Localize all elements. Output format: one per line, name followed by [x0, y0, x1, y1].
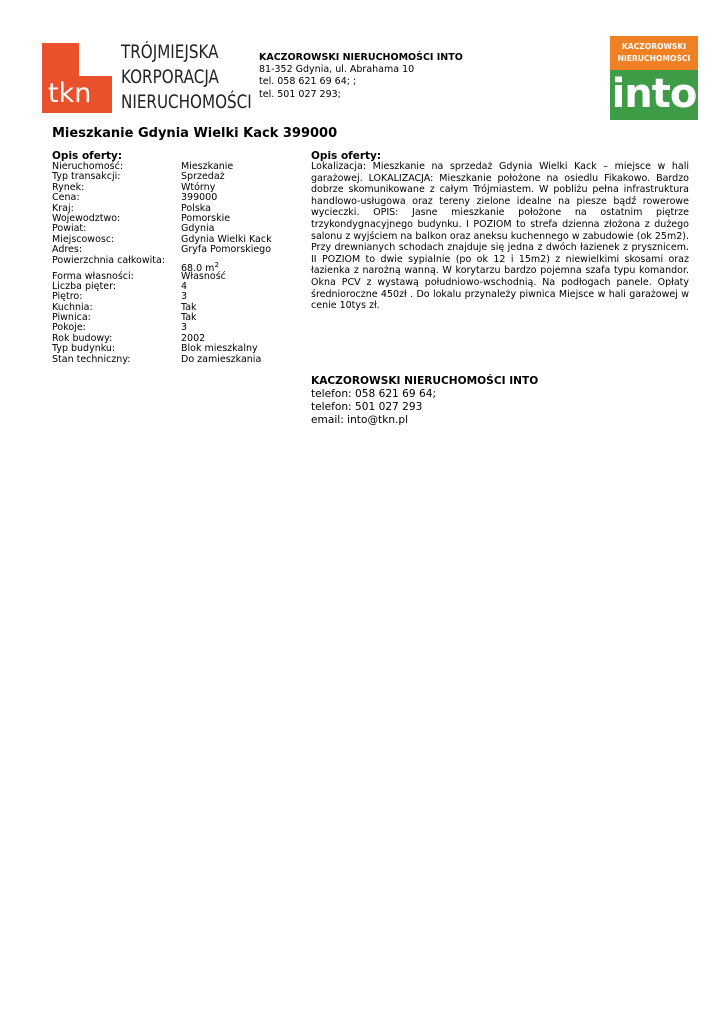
details-heading: Opis oferty: [52, 150, 123, 162]
tkn-name-line-1: TRÓJMIEJSKA [121, 42, 219, 63]
detail-label: Liczba pięter: [52, 280, 117, 292]
detail-value-text: Blok mieszkalny [181, 343, 258, 355]
detail-label: Powierzchnia całkowita: [52, 254, 165, 266]
detail-label: Kuchnia: [52, 301, 93, 313]
detail-value [181, 272, 226, 282]
detail-label: Typ budynku: [52, 343, 116, 355]
tkn-logo-mark: tkn [48, 78, 92, 109]
detail-value-text: Pomorskie [181, 212, 231, 224]
contact-block [311, 375, 538, 427]
detail-value-text: 4 [181, 280, 188, 292]
detail-label: Typ transakcji: [52, 171, 121, 183]
detail-value-text: Własność [181, 270, 226, 282]
description-text: Lokalizacja: Mieszkanie na sprzedaż Gdynia Wielki Kack – miejsce w hali garażowej. LOKALIZACJA: Mieszkanie położone na osiedlu Fikakowo. Bardzo dobrze skomunikowane z całym Trójmiastem. W pobliżu pełna infrastruktura handlowo-usługowa oraz tereny zielone idealne na piesze bądź rowerowe wycieczki. OPIS: Jasne mieszkanie położone na ostatnim piętrze trzykondygnacyjnego budynku. I POZIOM to strefa dzienna złożona z dużego salonu z wyjściem na balkon oraz aneksu kuchennego w zabudowie (ok 25m2). Przy drewnianych schodach znajduje się jedna z dwóch łazienek z prysznicem. II POZIOM to dwie sypialnie (po ok 12 i 15m2) z niewielkimi skosami oraz łazienka z narożną wanną. W korytarzu bardzo pojemna szafa typu komandor. Okna PCV z wystawą południowo-wschodnią. Na podłogach panele. Opłaty średnioroczne 450zł . Do lokalu przynależy piwnica Miejsce w hali garażowej w cenie 10tys zł. [311, 161, 689, 312]
detail-label: Pokoje: [52, 322, 86, 334]
detail-label: Stan techniczny: [52, 353, 131, 365]
detail-value-text: Wtórny [181, 181, 216, 193]
agency-phone-2: tel. 501 027 293; [259, 88, 341, 100]
detail-label: Wojewodztwo: [52, 212, 121, 224]
tkn-name-line-3: NIERUCHOMOŚCI [121, 92, 252, 113]
detail-value-text: Gdynia [181, 223, 215, 235]
contact-name: KACZOROWSKI NIERUCHOMOŚCI INTO [311, 375, 539, 387]
page-title: Mieszkanie Gdynia Wielki Kack 399000 [52, 126, 338, 141]
detail-label: Rok budowy: [52, 332, 113, 344]
tkn-name-line-2: KORPORACJA [121, 67, 219, 88]
contact-phone-2: telefon: 501 027 293 [311, 401, 423, 413]
detail-value-text: Tak [181, 301, 197, 313]
detail-label: Miejscowosc: [52, 233, 115, 245]
detail-label: Cena: [52, 192, 80, 204]
agency-phone-1: tel. 058 621 69 64; ; [259, 76, 357, 88]
into-logo-mark: into [610, 70, 698, 120]
detail-label: Powiat: [52, 223, 87, 235]
detail-value-text: 3 [181, 291, 188, 303]
detail-value-text: Mieszkanie [181, 161, 234, 172]
detail-value-text: Gryfa Pomorskiego [181, 244, 272, 256]
detail-value-unit-exponent: 2 [214, 260, 219, 269]
logo-block [79, 43, 112, 76]
detail-label: Piwnica: [52, 312, 91, 324]
detail-label: Rynek: [52, 181, 85, 193]
into-logo-line-2: NIERUCHOMOŚCI [617, 54, 691, 63]
detail-value-text: 68.0 m [181, 262, 215, 274]
detail-label: Nieruchomość: [52, 161, 124, 172]
detail-label: Adres: [52, 244, 83, 256]
detail-value-text: Gdynia Wielki Kack [181, 233, 272, 245]
into-logo-line-1: KACZOROWSKI [621, 42, 687, 51]
detail-value-text: 399000 [181, 192, 218, 204]
detail-label: Kraj: [52, 202, 74, 214]
detail-label: Forma własności: [52, 270, 134, 282]
detail-value [181, 245, 271, 255]
contact-email[interactable]: email: into@tkn.pl [311, 414, 409, 426]
into-logo [610, 36, 698, 120]
tkn-logo-name [121, 40, 252, 115]
detail-value-text: Tak [181, 312, 197, 324]
detail-value-text: 2002 [181, 332, 206, 344]
tkn-logo-icon [42, 43, 112, 113]
agency-address: 81-352 Gdynia, ul. Abrahama 10 [259, 64, 415, 76]
detail-label: Piętro: [52, 291, 83, 303]
detail-value-text: Sprzedaż [181, 171, 225, 183]
into-logo-top [610, 36, 698, 70]
detail-value-text: 3 [181, 322, 188, 334]
description-heading: Opis oferty: [311, 150, 382, 162]
detail-value-text: Polska [181, 202, 211, 214]
contact-phone-1: telefon: 058 621 69 64; [311, 388, 437, 400]
detail-value-text: Do zamieszkania [181, 353, 262, 365]
agency-header [259, 52, 463, 101]
agency-name: KACZOROWSKI NIERUCHOMOŚCI INTO [259, 52, 463, 63]
detail-value [181, 355, 261, 365]
